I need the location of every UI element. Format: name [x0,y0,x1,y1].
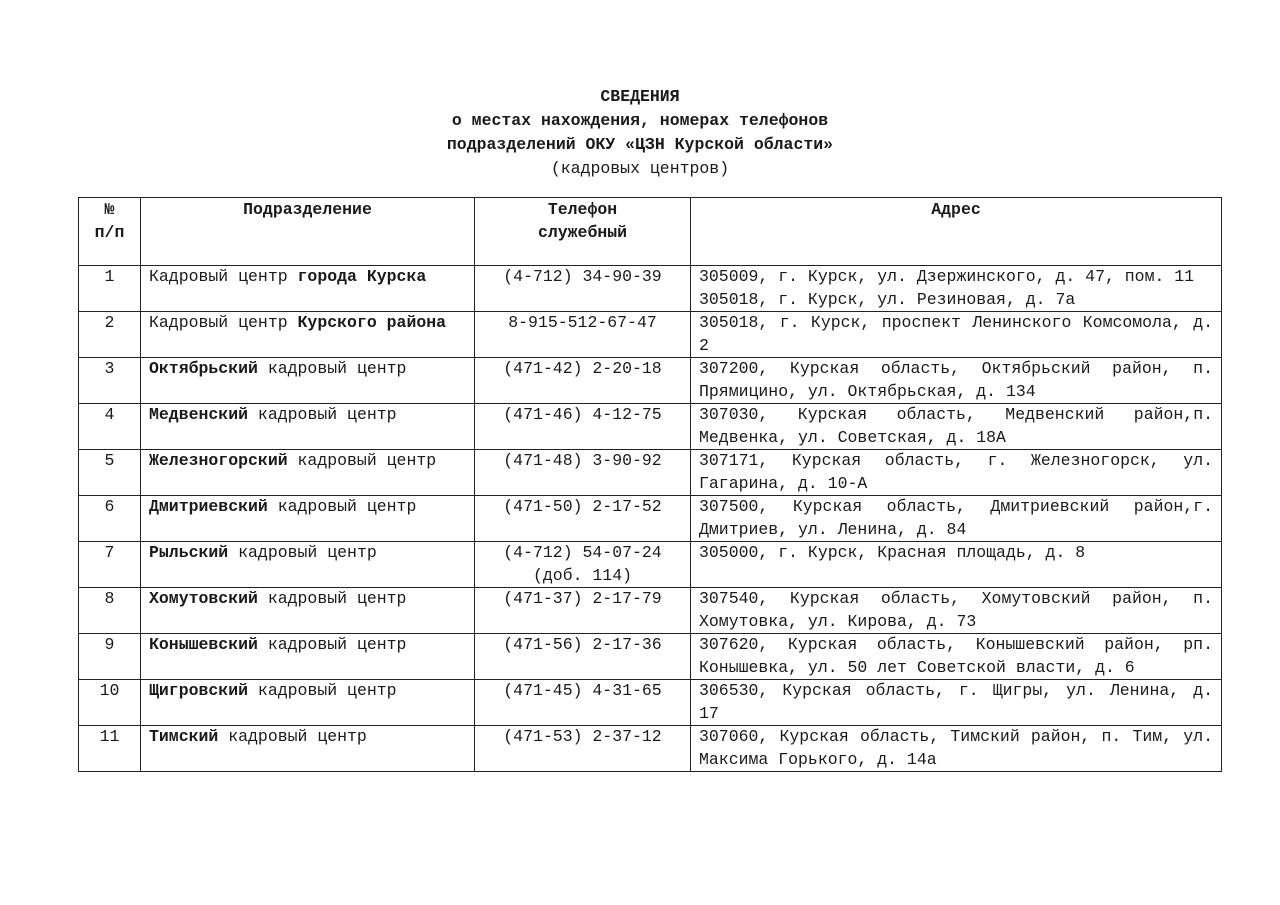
table-row [79,726,1222,772]
document-subtitle-line-2: подразделений ОКУ «ЦЗН Курской области» [446,135,834,154]
row-number: 5 [79,450,141,496]
phone-number: (471-50) 2-17-52 [475,496,691,542]
row-number: 4 [79,404,141,450]
address-line: 305009, г. Курск, ул. Дзержинского, д. 47, пом. 11 [699,267,1195,286]
department-name-bold: города Курска [297,267,427,286]
row-number: 10 [79,680,141,726]
department-name [141,358,475,404]
address [691,266,1222,312]
address [691,358,1222,404]
address-line: 307500, Курская область, Дмитриевский район,г. Дмитриев, ул. Ленина, д. 84 [699,497,1213,539]
department-name [141,680,475,726]
phone-number: 8-915-512-67-47 [475,312,691,358]
department-name-suffix: кадровый центр [248,681,397,700]
phone-number: (471-42) 2-20-18 [475,358,691,404]
department-name-bold: Дмитриевский [149,497,268,516]
table-row [79,312,1222,358]
address [691,726,1222,772]
department-name-suffix: кадровый центр [218,727,367,746]
header-phone: Телефон служебный [475,198,691,266]
address [691,680,1222,726]
header-number: № п/п [79,198,141,266]
department-name-prefix: Кадровый центр [149,313,298,332]
document-heading [0,85,1280,181]
department-name-bold: Курского района [297,313,447,332]
address [691,588,1222,634]
phone-number: (471-46) 4-12-75 [475,404,691,450]
address-line: 307620, Курская область, Конышевский район, рп. Конышевка, ул. 50 лет Советской власти, д. 6 [699,635,1213,677]
contacts-table [78,197,1222,772]
table-row [79,496,1222,542]
department-name-bold: Октябрьский [149,359,258,378]
department-name-bold: Щигровский [149,681,249,700]
phone-number: (4-712) 54-07-24 (доб. 114) [475,542,691,588]
table-header-row [79,198,1222,266]
phone-number: (471-37) 2-17-79 [475,588,691,634]
address-line: 307200, Курская область, Октябрьский район, п. Прямицино, ул. Октябрьская, д. 134 [699,359,1213,401]
row-number: 8 [79,588,141,634]
table-row [79,680,1222,726]
department-name [141,634,475,680]
document-subtitle-line-3: (кадровых центров) [550,159,730,178]
department-name-bold: Конышевский [149,635,258,654]
table-row [79,266,1222,312]
row-number: 7 [79,542,141,588]
department-name [141,450,475,496]
table-row [79,588,1222,634]
address-line: 305018, г. Курск, проспект Ленинского Комсомола, д. 2 [699,313,1213,355]
table-row [79,450,1222,496]
department-name-bold: Тимский [149,727,219,746]
address-line: 307060, Курская область, Тимский район, п. Тим, ул. Максима Горького, д. 14а [699,727,1213,769]
address-line: 306530, Курская область, г. Щигры, ул. Ленина, д. 17 [699,681,1213,723]
row-number: 11 [79,726,141,772]
address-line: 305018, г. Курск, ул. Резиновая, д. 7а [699,289,1076,309]
address-line: 307030, Курская область, Медвенский район,п. Медвенка, ул. Советская, д. 18А [699,405,1213,447]
phone-number: (4-712) 34-90-39 [475,266,691,312]
department-name [141,588,475,634]
table-body [79,266,1222,772]
row-number: 2 [79,312,141,358]
address [691,312,1222,358]
address [691,450,1222,496]
department-name-suffix: кадровый центр [257,635,407,654]
department-name-suffix: кадровый центр [287,451,437,470]
phone-number: (471-56) 2-17-36 [475,634,691,680]
address [691,496,1222,542]
department-name [141,496,475,542]
department-name [141,726,475,772]
row-number: 9 [79,634,141,680]
address-line: 305000, г. Курск, Красная площадь, д. 8 [699,543,1086,562]
department-name-suffix: кадровый центр [228,543,377,562]
department-name [141,542,475,588]
row-number: 3 [79,358,141,404]
department-name-suffix: кадровый центр [248,405,397,424]
department-name [141,312,475,358]
address [691,542,1222,588]
row-number: 6 [79,496,141,542]
header-department: Подразделение [141,198,475,266]
phone-number: (471-53) 2-37-12 [475,726,691,772]
table-row [79,542,1222,588]
header-address: Адрес [691,198,1222,266]
department-name-bold: Железногорский [149,451,288,470]
department-name-suffix: кадровый центр [257,589,407,608]
table-row [79,634,1222,680]
department-name-suffix: кадровый центр [257,359,407,378]
row-number: 1 [79,266,141,312]
table-row [79,404,1222,450]
department-name [141,404,475,450]
address-line: 307171, Курская область, г. Железногорск, ул. Гагарина, д. 10-А [699,451,1213,493]
document-title: СВЕДЕНИЯ [600,87,680,106]
department-name [141,266,475,312]
phone-number: (471-45) 4-31-65 [475,680,691,726]
department-name-suffix: кадровый центр [267,497,417,516]
phone-number: (471-48) 3-90-92 [475,450,691,496]
address [691,404,1222,450]
table-row [79,358,1222,404]
department-name-prefix: Кадровый центр [149,267,298,286]
department-name-bold: Медвенский [149,405,249,424]
document-subtitle-line-1: о местах нахождения, номерах телефонов [451,111,829,130]
department-name-bold: Рыльский [149,543,229,562]
address [691,634,1222,680]
address-line: 307540, Курская область, Хомутовский район, п. Хомутовка, ул. Кирова, д. 73 [699,589,1213,631]
department-name-bold: Хомутовский [149,589,258,608]
